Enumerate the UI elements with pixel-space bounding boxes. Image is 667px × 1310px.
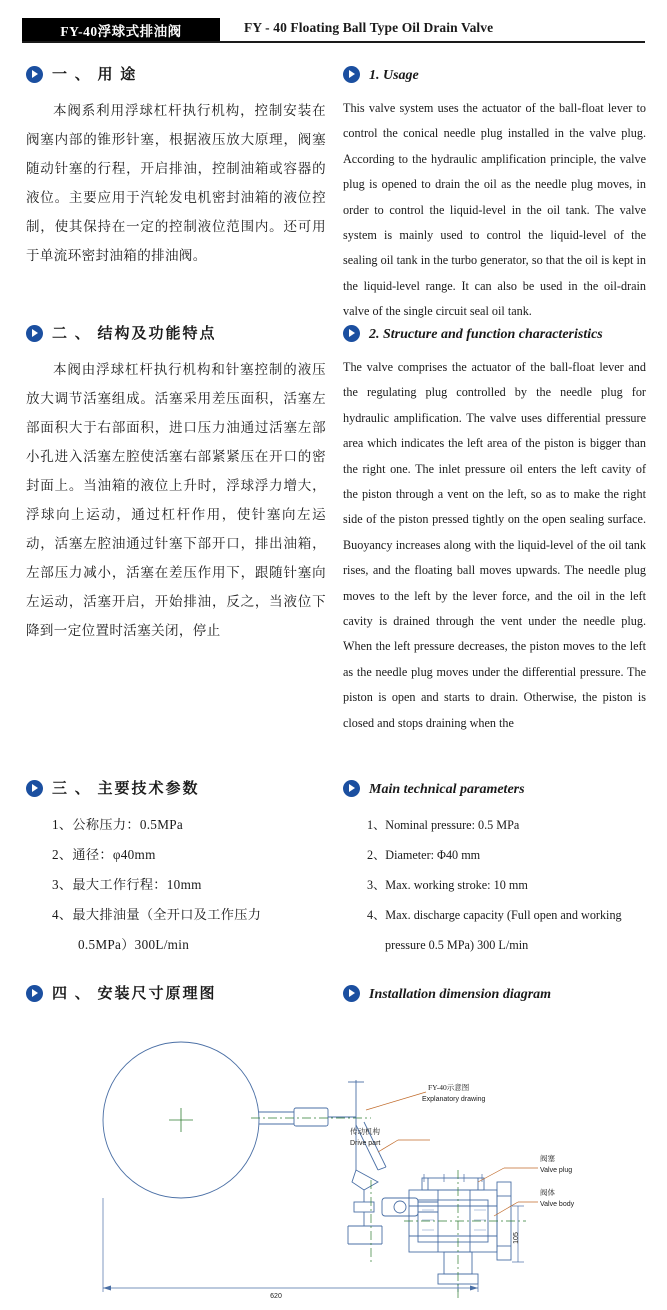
diagram-title-en: Explanatory drawing — [422, 1096, 486, 1103]
callout-valve-body-en: Valve body — [540, 1201, 575, 1208]
structure-heading-en-row — [343, 325, 646, 345]
list-item — [367, 840, 646, 870]
usage-heading-cn-row — [26, 66, 326, 86]
diagram-heading-cn-row — [26, 985, 326, 1005]
parameters-heading-cn: 三 、 主要技术参数 — [52, 781, 200, 797]
parameters-section-cn — [26, 780, 326, 960]
dimension-width-label: 620 — [270, 1293, 282, 1298]
usage-section-cn — [26, 66, 326, 270]
diagram-section-en — [343, 985, 646, 1015]
structure-heading-cn: 二 、 结构及功能特点 — [52, 326, 217, 342]
param-line-cont: pressure 0.5 MPa) 300 L/min — [385, 938, 529, 952]
param-line: 2、Diameter: Φ40 mm — [367, 848, 481, 862]
diagram-heading-cn: 四 、 安装尺寸原理图 — [52, 986, 217, 1002]
parameters-section-en — [343, 780, 646, 960]
parameters-heading-en: Main technical parameters — [369, 782, 525, 797]
usage-section-en — [343, 66, 646, 325]
arrow-bullet-icon — [343, 780, 360, 797]
installation-dimension-diagram — [26, 1030, 646, 1298]
callout-drive-part-en: Drive part — [350, 1140, 381, 1147]
list-item — [52, 810, 326, 840]
param-line: 1、Nominal pressure: 0.5 MPa — [367, 818, 520, 832]
usage-heading-en-row — [343, 66, 646, 86]
dimension-height-label: 105 — [513, 1232, 520, 1244]
param-line: 4、Max. discharge capacity (Full open and working — [367, 908, 622, 922]
parameters-heading-cn-row — [26, 780, 326, 800]
page-header — [22, 18, 645, 44]
diagram-section-cn — [26, 985, 326, 1015]
arrow-bullet-icon — [26, 66, 43, 83]
structure-section-cn — [26, 325, 326, 645]
arrow-bullet-icon — [26, 325, 43, 342]
structure-heading-cn-row — [26, 325, 326, 345]
usage-body-en: This valve system uses the actuator of the ball-float lever to control the conical needle plug installed in the valve plug. According to the hydraulic amplification principle, the valve plug is opened to drain the oil as the needle plug moves, in order to control the liquid-level in the oil tank. The valve system is mainly used to control the liquid-level of the sealing oil tank in the turbo generator, so that the oil is kept in the liquid-level range. It can also be used in the oil-drain valve of the single circuit seal oil tank. — [343, 101, 646, 319]
list-item — [367, 870, 646, 900]
arrow-bullet-icon — [343, 985, 360, 1002]
callout-valve-plug-en: Valve plug — [540, 1167, 573, 1174]
list-item — [367, 810, 646, 840]
usage-heading-cn: 一 、 用 途 — [52, 67, 138, 83]
param-line: 2、通径：φ40mm — [52, 847, 156, 862]
arrow-bullet-icon — [26, 780, 43, 797]
parameters-list-cn — [26, 810, 326, 960]
parameters-list-en — [343, 810, 646, 960]
structure-section-en — [343, 325, 646, 736]
list-item — [52, 900, 326, 960]
usage-heading-en: 1. Usage — [369, 68, 419, 83]
arrow-bullet-icon — [343, 66, 360, 83]
usage-body-cn: 本阀系利用浮球杠杆执行机构，控制安装在阀塞内部的锥形针塞，根据液压放大原理，阀塞随动针塞的行程，开启排油，控制油箱或容器的液位。主要应用于汽轮发电机密封油箱的液位控制，使其保持在一定的控制液位范围内。还可用于单流环密封油箱的排油阀。 — [26, 103, 326, 263]
structure-body-en: The valve comprises the actuator of the ball-float lever and the regulating plug controlled by the needle plug for hydraulic amplification. The valve uses differential pressure area which indicates the left area of the piston is bigger than the right one. The inlet pressure oil enters the left cavity of the piston through a vent on the left, so as to make the right side of the piston pressed tightly on the open sealing surface. Buoyancy increases along with the liquid-level of the oil tank rises, and the floating ball moves upwards. The needle plug moves to the left by the lever force, and the oil in the left cavity is drained through the vent under the needle plug. When the left pressure decreases, the piston moves to the left as the needle plug moves under the differential pressure. The piston is open and starts to drain. Otherwise, the piston is closed and stops draining when the — [343, 360, 646, 730]
diagram-svg — [26, 1030, 646, 1298]
callout-valve-body-cn: 阀体 — [540, 1188, 555, 1197]
param-line: 4、最大排油量（全开口及工作压力 — [52, 907, 262, 922]
arrow-bullet-icon — [343, 325, 360, 342]
diagram-heading-en-row — [343, 985, 646, 1005]
structure-body-cn: 本阀由浮球杠杆执行机构和针塞控制的液压放大调节活塞组成。活塞采用差压面积，活塞左部面积大于右部面积，进口压力油通过活塞左部小孔进入活塞左腔使活塞右部紧紧压在开口的密封面上。当油箱的液位上升时，浮球浮力增大，浮球向上运动，通过杠杆作用，使针塞向左运动，活塞左腔油通过针塞下部开口，排出油箱，左部压力减小，活塞在差压作用下，跟随针塞向左运动，活塞开启，开始排油，反之，当液位下降到一定位置时活塞关闭，停止 — [26, 362, 326, 638]
header-title-cn-block — [22, 18, 220, 41]
param-line: 3、最大工作行程：10mm — [52, 877, 202, 892]
structure-heading-en: 2. Structure and function characteristics — [369, 327, 603, 342]
parameters-heading-en-row — [343, 780, 646, 800]
param-line: 1、公称压力：0.5MPa — [52, 817, 184, 832]
diagram-title-cn: FY-40示意图 — [428, 1083, 470, 1092]
header-title-cn: FY-40浮球式排油阀 — [60, 23, 182, 39]
header-title-en: FY - 40 Floating Ball Type Oil Drain Valve — [244, 20, 494, 35]
list-item — [367, 900, 646, 960]
param-line-cont: 0.5MPa）300L/min — [78, 937, 190, 952]
list-item — [52, 870, 326, 900]
arrow-bullet-icon — [26, 985, 43, 1002]
param-line: 3、Max. working stroke: 10 mm — [367, 878, 528, 892]
callout-drive-part-cn: 传动机构 — [350, 1127, 380, 1136]
callout-valve-plug-cn: 阀塞 — [540, 1154, 555, 1163]
diagram-heading-en: Installation dimension diagram — [369, 987, 552, 1002]
list-item — [52, 840, 326, 870]
